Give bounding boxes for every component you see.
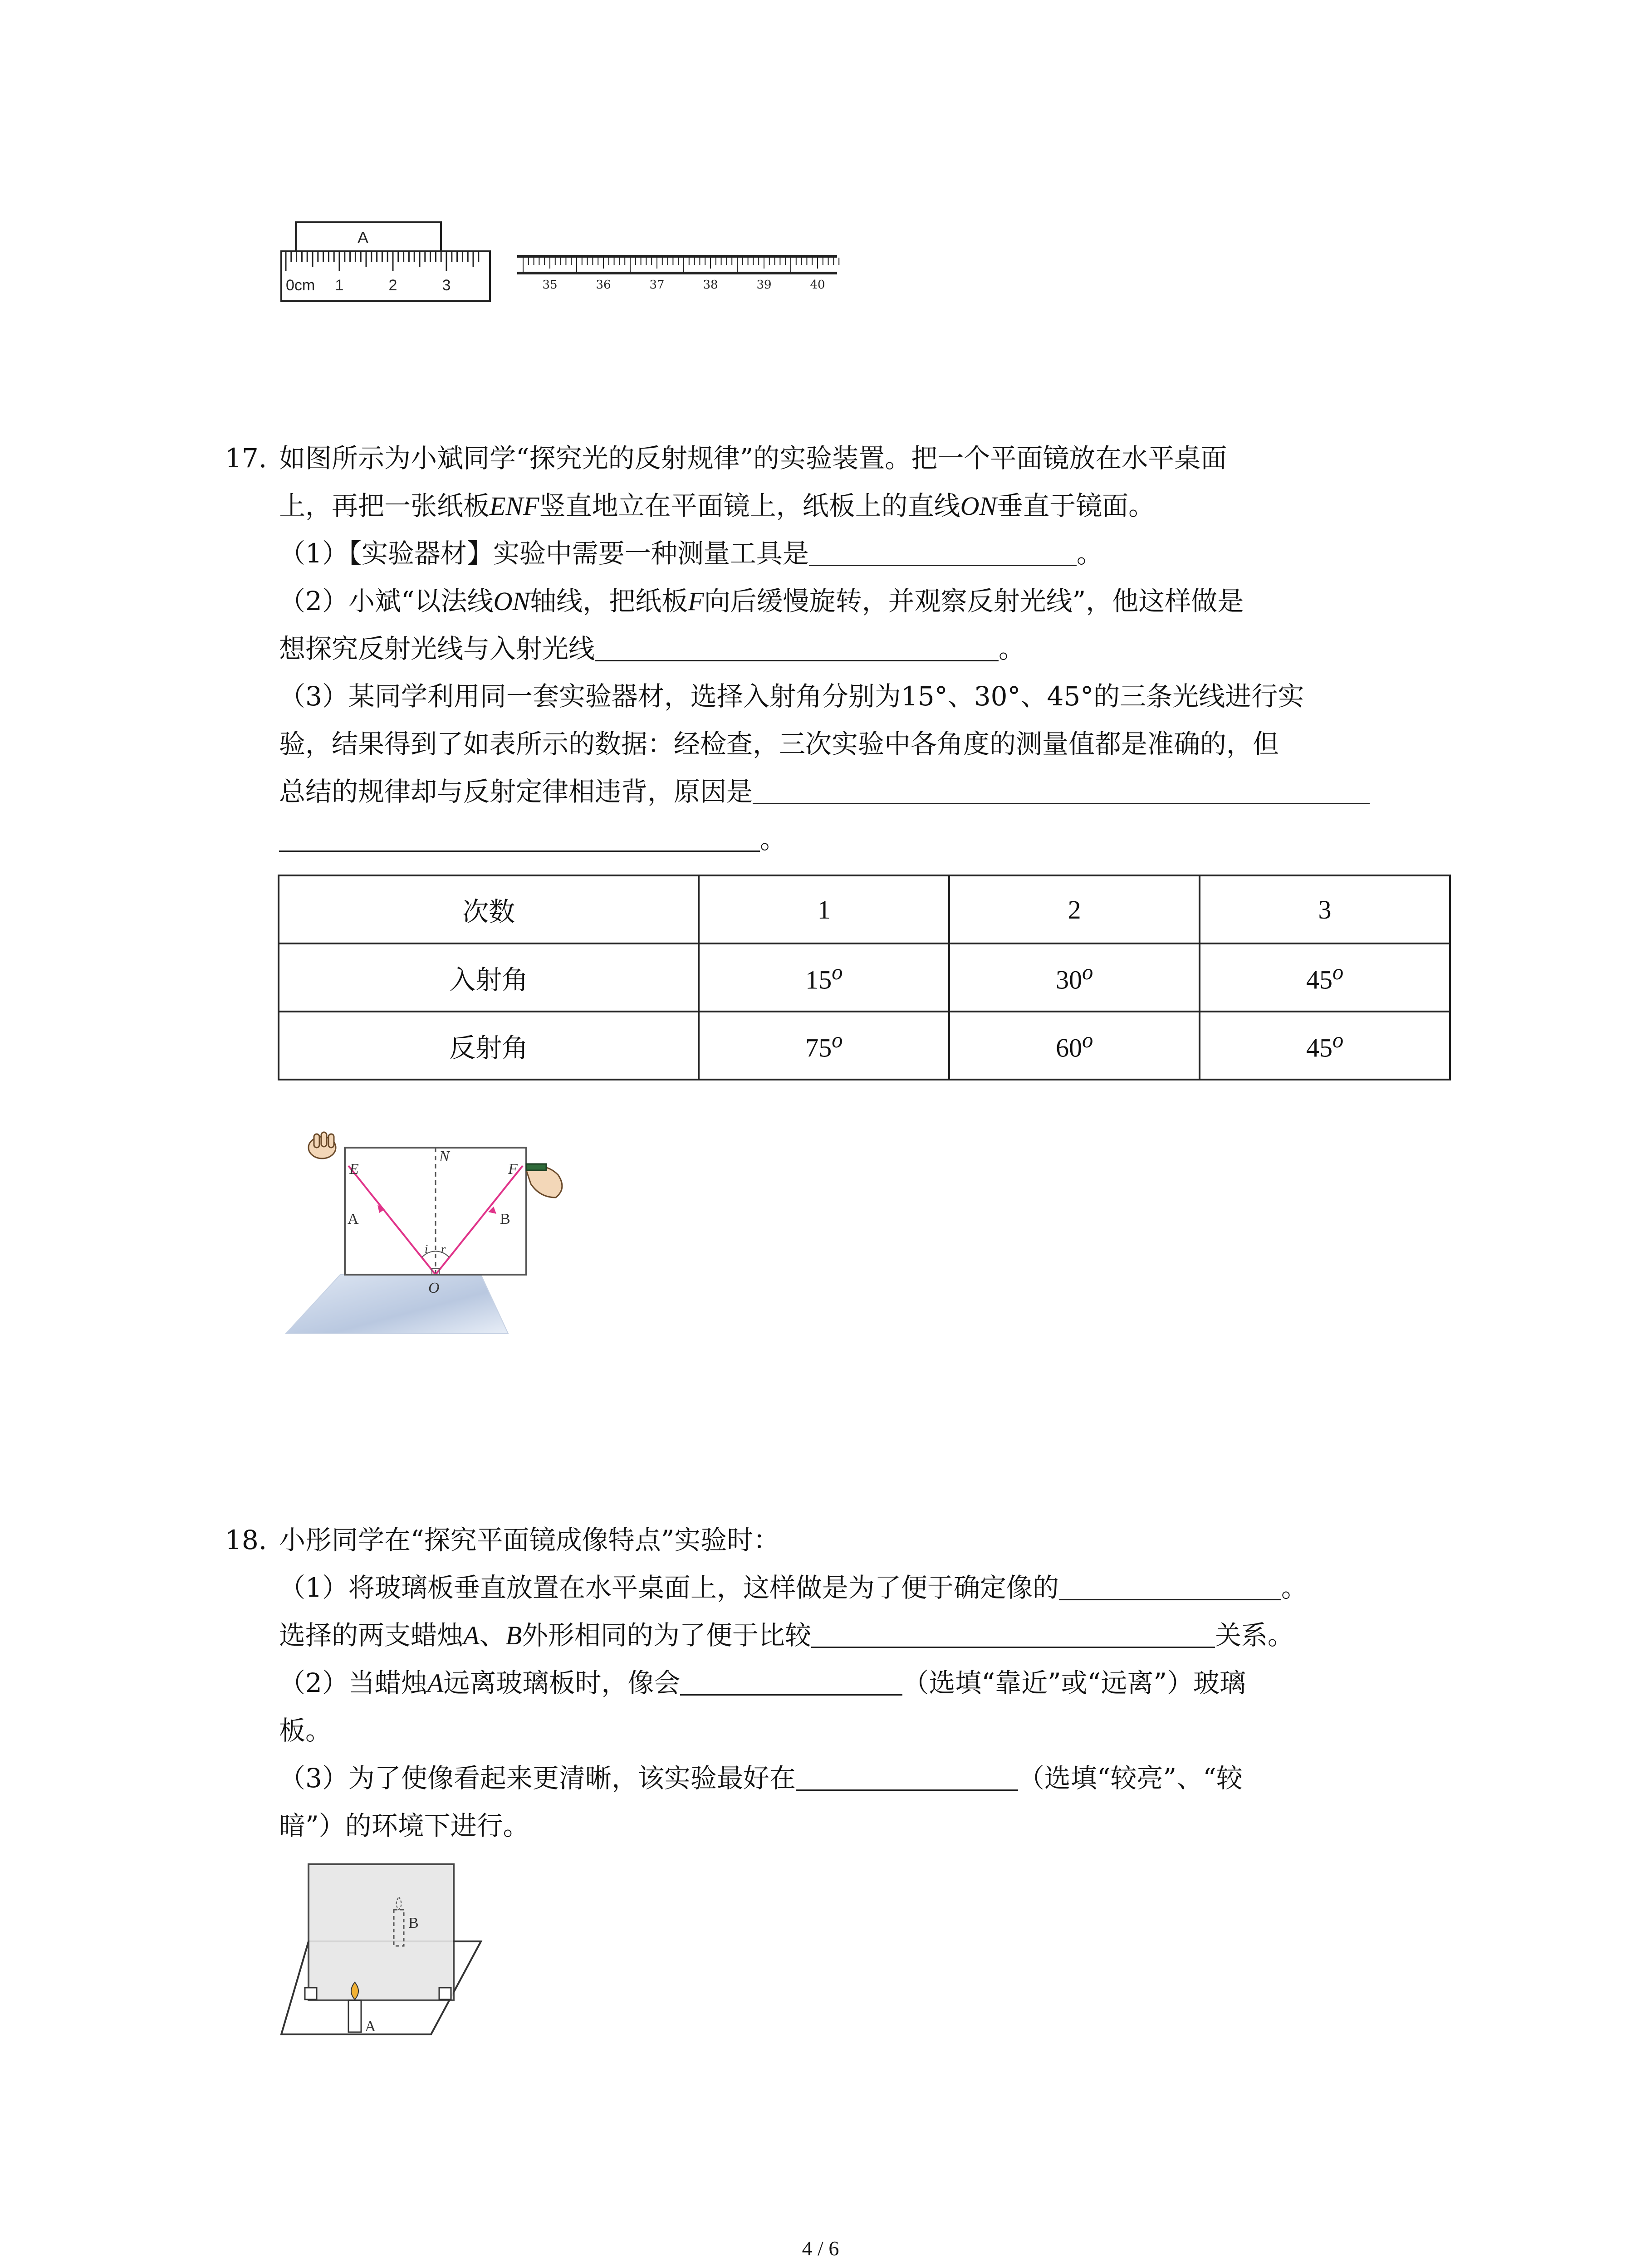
glass-stand-right	[439, 1988, 451, 1999]
q17-part2-var-f: F	[688, 587, 704, 616]
q17-part2-c: 向后缓慢旋转，并观察反射光线”，他这样做是	[704, 586, 1244, 616]
q18-part2-var-a: A	[427, 1668, 444, 1698]
table-cell	[1200, 943, 1450, 1012]
label-o: O	[428, 1280, 440, 1296]
degree-mark: o	[1332, 960, 1344, 985]
q18-part2	[279, 1667, 1246, 1699]
table-cell	[949, 943, 1200, 1012]
q17-number: 17.	[225, 443, 267, 474]
plane-mirror	[286, 1275, 508, 1334]
scale-tick-label: 36	[596, 278, 611, 292]
degree-mark: o	[1332, 1028, 1344, 1053]
table-cell	[699, 1012, 949, 1080]
q18-part3	[279, 1762, 1243, 1794]
table-cell	[1200, 1012, 1450, 1080]
q17-part3-blank[interactable]	[753, 777, 1370, 804]
table-cell	[949, 1012, 1200, 1080]
table-row	[279, 875, 1450, 943]
label-i: i	[425, 1242, 428, 1256]
q17-part2-line2-text: 想探究反射光线与入射光线	[279, 633, 595, 664]
q17-line2-a: 上，再把一张纸板	[279, 490, 490, 521]
table-header-cell: 1	[699, 875, 949, 943]
left-hand-icon	[309, 1132, 336, 1158]
table-row	[279, 943, 1450, 1012]
q18-part1-line2-b: 外形相同的为了便于比较	[521, 1620, 811, 1651]
q18-part1-line2	[279, 1619, 1294, 1652]
q17-part3-line2: 验，结果得到了如表所示的数据：经检查，三次实验中各角度的测量值都是准确的，但	[279, 728, 1279, 759]
candle-a	[348, 2000, 361, 2032]
scale-tick-label: 40	[810, 278, 825, 292]
reflection-data-table	[278, 875, 1451, 1080]
label-e: E	[349, 1161, 359, 1178]
q18-part1-blank[interactable]	[1059, 1573, 1281, 1600]
q17-part2-var-on: ON	[493, 587, 530, 616]
q17-part3-line4	[279, 823, 786, 855]
q17-part3-end: 。	[760, 824, 787, 855]
q18-part1-text: （1）将玻璃板垂直放置在水平桌面上，这样做是为了便于确定像的	[279, 1572, 1059, 1603]
right-hand-icon	[526, 1164, 562, 1198]
q18-part2-blank[interactable]	[680, 1668, 902, 1696]
q17-part2-blank[interactable]	[595, 634, 999, 661]
table-row	[279, 1012, 1450, 1080]
ruler-tick-label: 3	[442, 277, 451, 294]
q18-part2-b: 远离玻璃板时，像会	[443, 1667, 681, 1698]
q17-part2-line2	[279, 633, 1025, 665]
q17-part1	[279, 538, 1103, 569]
table-row-label: 入射角	[279, 943, 699, 1012]
cell-value: 15	[805, 965, 832, 995]
q17-line2-b: 竖直地立在平面镜上，纸板上的直线	[539, 490, 960, 521]
reflection-experiment-figure	[272, 1120, 590, 1347]
ruler-unit-label: 0cm	[286, 277, 315, 294]
cell-value: 30	[1056, 965, 1083, 995]
ruler-tick-label: 2	[388, 277, 397, 294]
q18-part3-blank[interactable]	[796, 1763, 1018, 1791]
ruler-block-label: A	[357, 228, 369, 247]
plane-mirror-figure	[272, 1855, 490, 2046]
table-cell	[699, 943, 949, 1012]
label-b: B	[500, 1211, 510, 1227]
q17-part3-line1: （3）某同学利用同一套实验器材，选择入射角分别为15°、30°、45°的三条光线进行实	[279, 681, 1304, 712]
degree-mark: o	[1082, 960, 1093, 985]
q18-part3-b: （选填“较亮”、“较	[1018, 1763, 1243, 1794]
q18-part1-end: 。	[1281, 1572, 1308, 1603]
table-header-cell: 次数	[279, 875, 699, 943]
q18-sep: 、	[479, 1620, 506, 1651]
q17-part1-end: 。	[1076, 538, 1103, 569]
glass-plate	[309, 1864, 454, 2000]
ruler-figure	[272, 213, 844, 308]
table-row-label: 反射角	[279, 1012, 699, 1080]
q17-part1-text: （1）【实验器材】实验中需要一种测量工具是	[279, 538, 809, 569]
cell-value: 45	[1306, 1033, 1332, 1063]
q18-part1-blank2[interactable]	[811, 1620, 1215, 1648]
q17-part2-b: 轴线，把纸板	[530, 586, 688, 616]
degree-mark: o	[1082, 1028, 1093, 1053]
ruler-tick-label: 1	[335, 277, 344, 294]
q17-part3-line3-text: 总结的规律却与反射定律相违背，原因是	[279, 776, 753, 807]
table-header-cell: 3	[1200, 875, 1450, 943]
q18-number: 18.	[225, 1525, 267, 1555]
q18-var-a: A	[463, 1621, 480, 1650]
label-f: F	[508, 1161, 518, 1178]
q18-part2-line2: 板。	[279, 1715, 332, 1746]
page-number: 4 / 6	[802, 2237, 839, 2260]
table-header-cell: 2	[949, 875, 1200, 943]
scale-tick-label: 35	[542, 278, 558, 292]
q18-part1-line2-end: 关系。	[1215, 1620, 1294, 1651]
label-r: r	[441, 1242, 446, 1256]
q18-line1: 小彤同学在“探究平面镜成像特点”实验时：	[279, 1525, 780, 1555]
cell-value: 45	[1306, 965, 1332, 995]
q17-line2-c: 垂直于镜面。	[997, 490, 1155, 521]
q18-part2-a: （2）当蜡烛	[279, 1667, 427, 1698]
q17-part3-line3	[279, 776, 1370, 807]
cell-value: 75	[805, 1033, 832, 1063]
label-n: N	[439, 1148, 450, 1165]
q18-var-b: B	[505, 1621, 522, 1650]
label-a: A	[365, 2018, 376, 2035]
cell-value: 60	[1056, 1033, 1083, 1063]
q17-part3-blank-continued[interactable]	[279, 824, 760, 852]
q17-part2	[279, 585, 1244, 617]
q17-part2-a: （2）小斌“以法线	[279, 586, 494, 616]
degree-mark: o	[832, 960, 843, 985]
q18-part3-a: （3）为了使像看起来更清晰，该实验最好在	[279, 1763, 796, 1794]
scale-tick-label: 38	[703, 278, 718, 292]
q18-part1-line1	[279, 1572, 1308, 1603]
label-b: B	[408, 1915, 419, 1931]
q17-line2	[279, 490, 1155, 522]
q17-var-enf: ENF	[490, 491, 539, 521]
q17-part2-end: 。	[999, 633, 1025, 664]
q18-part1-line2-a: 选择的两支蜡烛	[279, 1620, 464, 1651]
label-a: A	[348, 1211, 359, 1227]
scale-tick-label: 39	[756, 278, 772, 292]
scale-tick-label: 37	[649, 278, 665, 292]
q17-line1: 如图所示为小斌同学“探究光的反射规律”的实验装置。把一个平面镜放在水平桌面	[279, 443, 1227, 474]
glass-stand-left	[305, 1988, 317, 1999]
q18-part3-line2: 暗”）的环境下进行。	[279, 1810, 529, 1841]
q17-part1-blank[interactable]	[809, 538, 1077, 566]
q18-part2-c: （选填“靠近”或“远离”）玻璃	[902, 1667, 1246, 1698]
q17-var-on: ON	[960, 491, 997, 521]
degree-mark: o	[832, 1028, 843, 1053]
